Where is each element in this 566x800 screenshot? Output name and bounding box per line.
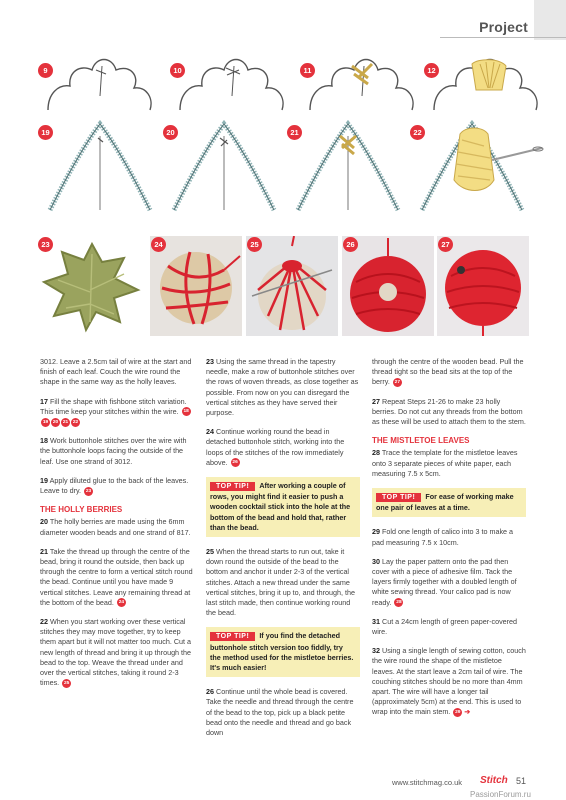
- page-footer: [0, 770, 566, 800]
- website-url[interactable]: www.stitchmag.co.uk: [392, 778, 463, 787]
- top-tip-box: TOP TIP! If you find the detached buttonhole stitch version too fiddly, try the method used for the mistletoe berries. It's much easier!: [206, 627, 360, 677]
- paragraph: 23 Using the same thread in the tapestry needle, make a row of buttonhole stitches over the rows of woven threads, as close together as possible. From now on you can disregard the vertical stitches as they have served their purpose.: [206, 357, 359, 418]
- paragraph: 32 Using a single length of sewing cotton, couch the wire round the shape of the mistletoe leaves. At the start leave a 2cm tail of wire. The couching stitches should be no more than 4mm apart. The wire will have a longer tail (approximately 5cm) at the end. This is used to wrap into the main stem. 29 ➔: [372, 646, 526, 717]
- section-heading: THE HOLLY BERRIES: [40, 505, 123, 515]
- paragraph: 3012. Leave a 2.5cm tail of wire at the start and finish of each leaf. Couch the wire round the shape in the same way as the holly leaves.: [40, 357, 192, 387]
- photo-bead-buttonhole: [342, 236, 434, 336]
- step-badge-9: 9: [38, 63, 53, 78]
- paragraph: 25 When the thread starts to run out, take it down round the outside of the bead to the bottom and anchor it under 2-3 of the vertical stitches. Attach a new thread under the same vertical stitches, bring it up to, and through, the last stitch made, then continue working round the bead.: [206, 547, 356, 618]
- paragraph: 30 Lay the paper pattern onto the pad then cover with a piece of adhesive film. Tack the layers firmly together with a doubled length of white sewing thread. Your calico pad is now ready. 28: [372, 556, 517, 607]
- paragraph: through the centre of the wooden bead. Pull the thread tight so the bead sits at the top of the berry. 27: [372, 357, 524, 387]
- text-column-2: [206, 357, 360, 747]
- paragraph: 31 Cut a 24cm length of green paper-covered wire.: [372, 616, 518, 637]
- step-badge-20: 20: [163, 125, 178, 140]
- watermark: PassionForum.ru: [470, 790, 531, 799]
- paragraph: 21 Take the thread up through the centre of the bead, bring it round the outside, then back up through the centre to form a vertical stitch round the bead. Continue until you have made 9 vertical stitches. Leave any remaining thread at the bottom of the bead. 24: [40, 546, 193, 607]
- step-badge-24: 24: [151, 237, 166, 252]
- page-number: 51: [516, 776, 527, 786]
- magazine-logo: Stitch: [480, 775, 508, 786]
- text-column-3: [372, 357, 526, 727]
- photo-embroidered-leaf: [40, 236, 145, 336]
- paragraph: 29 Fold one length of calico into 3 to make a pad measuring 7.5 x 10cm.: [372, 527, 514, 547]
- wire-diagram-step-20: [164, 110, 284, 230]
- step-badge-21: 21: [287, 125, 302, 140]
- wire-diagram-step-21: [288, 110, 408, 230]
- continue-arrow-icon: ➔: [464, 707, 471, 717]
- top-tip-box: TOP TIP! After working a couple of rows, you might find it easier to push a wooden cocktail stick into the hole at the bottom of the bead and hold that, rather than the bead.: [206, 477, 360, 537]
- top-tip-badge: TOP TIP!: [210, 632, 255, 641]
- paragraph: 20 The holly berries are made using the 6mm diameter wooden beads and one strand of 817.: [40, 517, 191, 537]
- step-badge-22: 22: [410, 125, 425, 140]
- header-rule: [440, 37, 566, 38]
- text-column-1: [40, 357, 194, 697]
- paragraph: 28 Trace the template for the mistletoe leaves onto 3 separate pieces of white paper, each measuring 7.5 x 5cm.: [372, 448, 518, 478]
- paragraph: 26 Continue until the whole bead is covered. Take the needle and thread through the centre of the bead to the top, pick up a black petite bead onto the needle and thread and go back down: [206, 687, 354, 738]
- leaf-diagram-step-12: [426, 48, 546, 118]
- photo-finished-berry: [437, 236, 529, 336]
- wire-diagram-step-19: [40, 110, 160, 230]
- paragraph: 18 Work buttonhole stitches over the wire with the buttonhole loops facing the outside of the leaf. Use one strand of 3012.: [40, 436, 187, 466]
- paragraph: 27 Repeat Steps 21-26 to make 23 holly berries. Do not cut any threads from the bottom as these will be used to attach them to the stem.: [372, 396, 526, 427]
- photo-bead-vertical-stitches: [150, 236, 242, 336]
- leaf-diagram-step-11: [302, 48, 422, 118]
- step-badge-25: 25: [247, 237, 262, 252]
- step-badge-23: 23: [38, 237, 53, 252]
- step-badge-10: 10: [170, 63, 185, 78]
- top-tip-badge: TOP TIP!: [210, 482, 255, 491]
- step-badge-19: 19: [38, 125, 53, 140]
- page-header: [0, 0, 566, 40]
- section-label: Project: [479, 19, 528, 35]
- photo-bead-weaving: [246, 236, 338, 336]
- step-badge-11: 11: [300, 63, 315, 78]
- section-heading: THE MISTLETOE LEAVES: [372, 436, 470, 446]
- step-badge-27: 27: [438, 237, 453, 252]
- step-badge-12: 12: [424, 63, 439, 78]
- leaf-diagram-step-9: [40, 48, 160, 118]
- paragraph: 19 Apply diluted glue to the back of the leaves. Leave to dry. 23: [40, 475, 189, 496]
- top-tip-box: TOP TIP! For ease of working make one pair of leaves at a time.: [372, 488, 526, 517]
- leaf-diagram-step-10: [172, 48, 292, 118]
- step-badge-26: 26: [343, 237, 358, 252]
- header-tab: [534, 0, 566, 40]
- paragraph: 22 When you start working over these vertical stitches they may move together, try to keep them apart but it will not matter too much. Cut a new length of thread and bring it up through the bead to the top. Weave the thread under and over the vertical stitches, taking it round 2-3 times. 25: [40, 617, 192, 688]
- top-tip-badge: TOP TIP!: [376, 493, 421, 502]
- paragraph: 17 Fill the shape with fishbone stitch variation. This time keep your stitches within the wire. 1819 20 21 22: [40, 396, 189, 425]
- paragraph: 24 Continue working round the bead in detached buttonhole stitch, working into the loops of the stitches of the row immediately above. 26: [206, 427, 345, 467]
- wire-diagram-step-22: [412, 110, 552, 230]
